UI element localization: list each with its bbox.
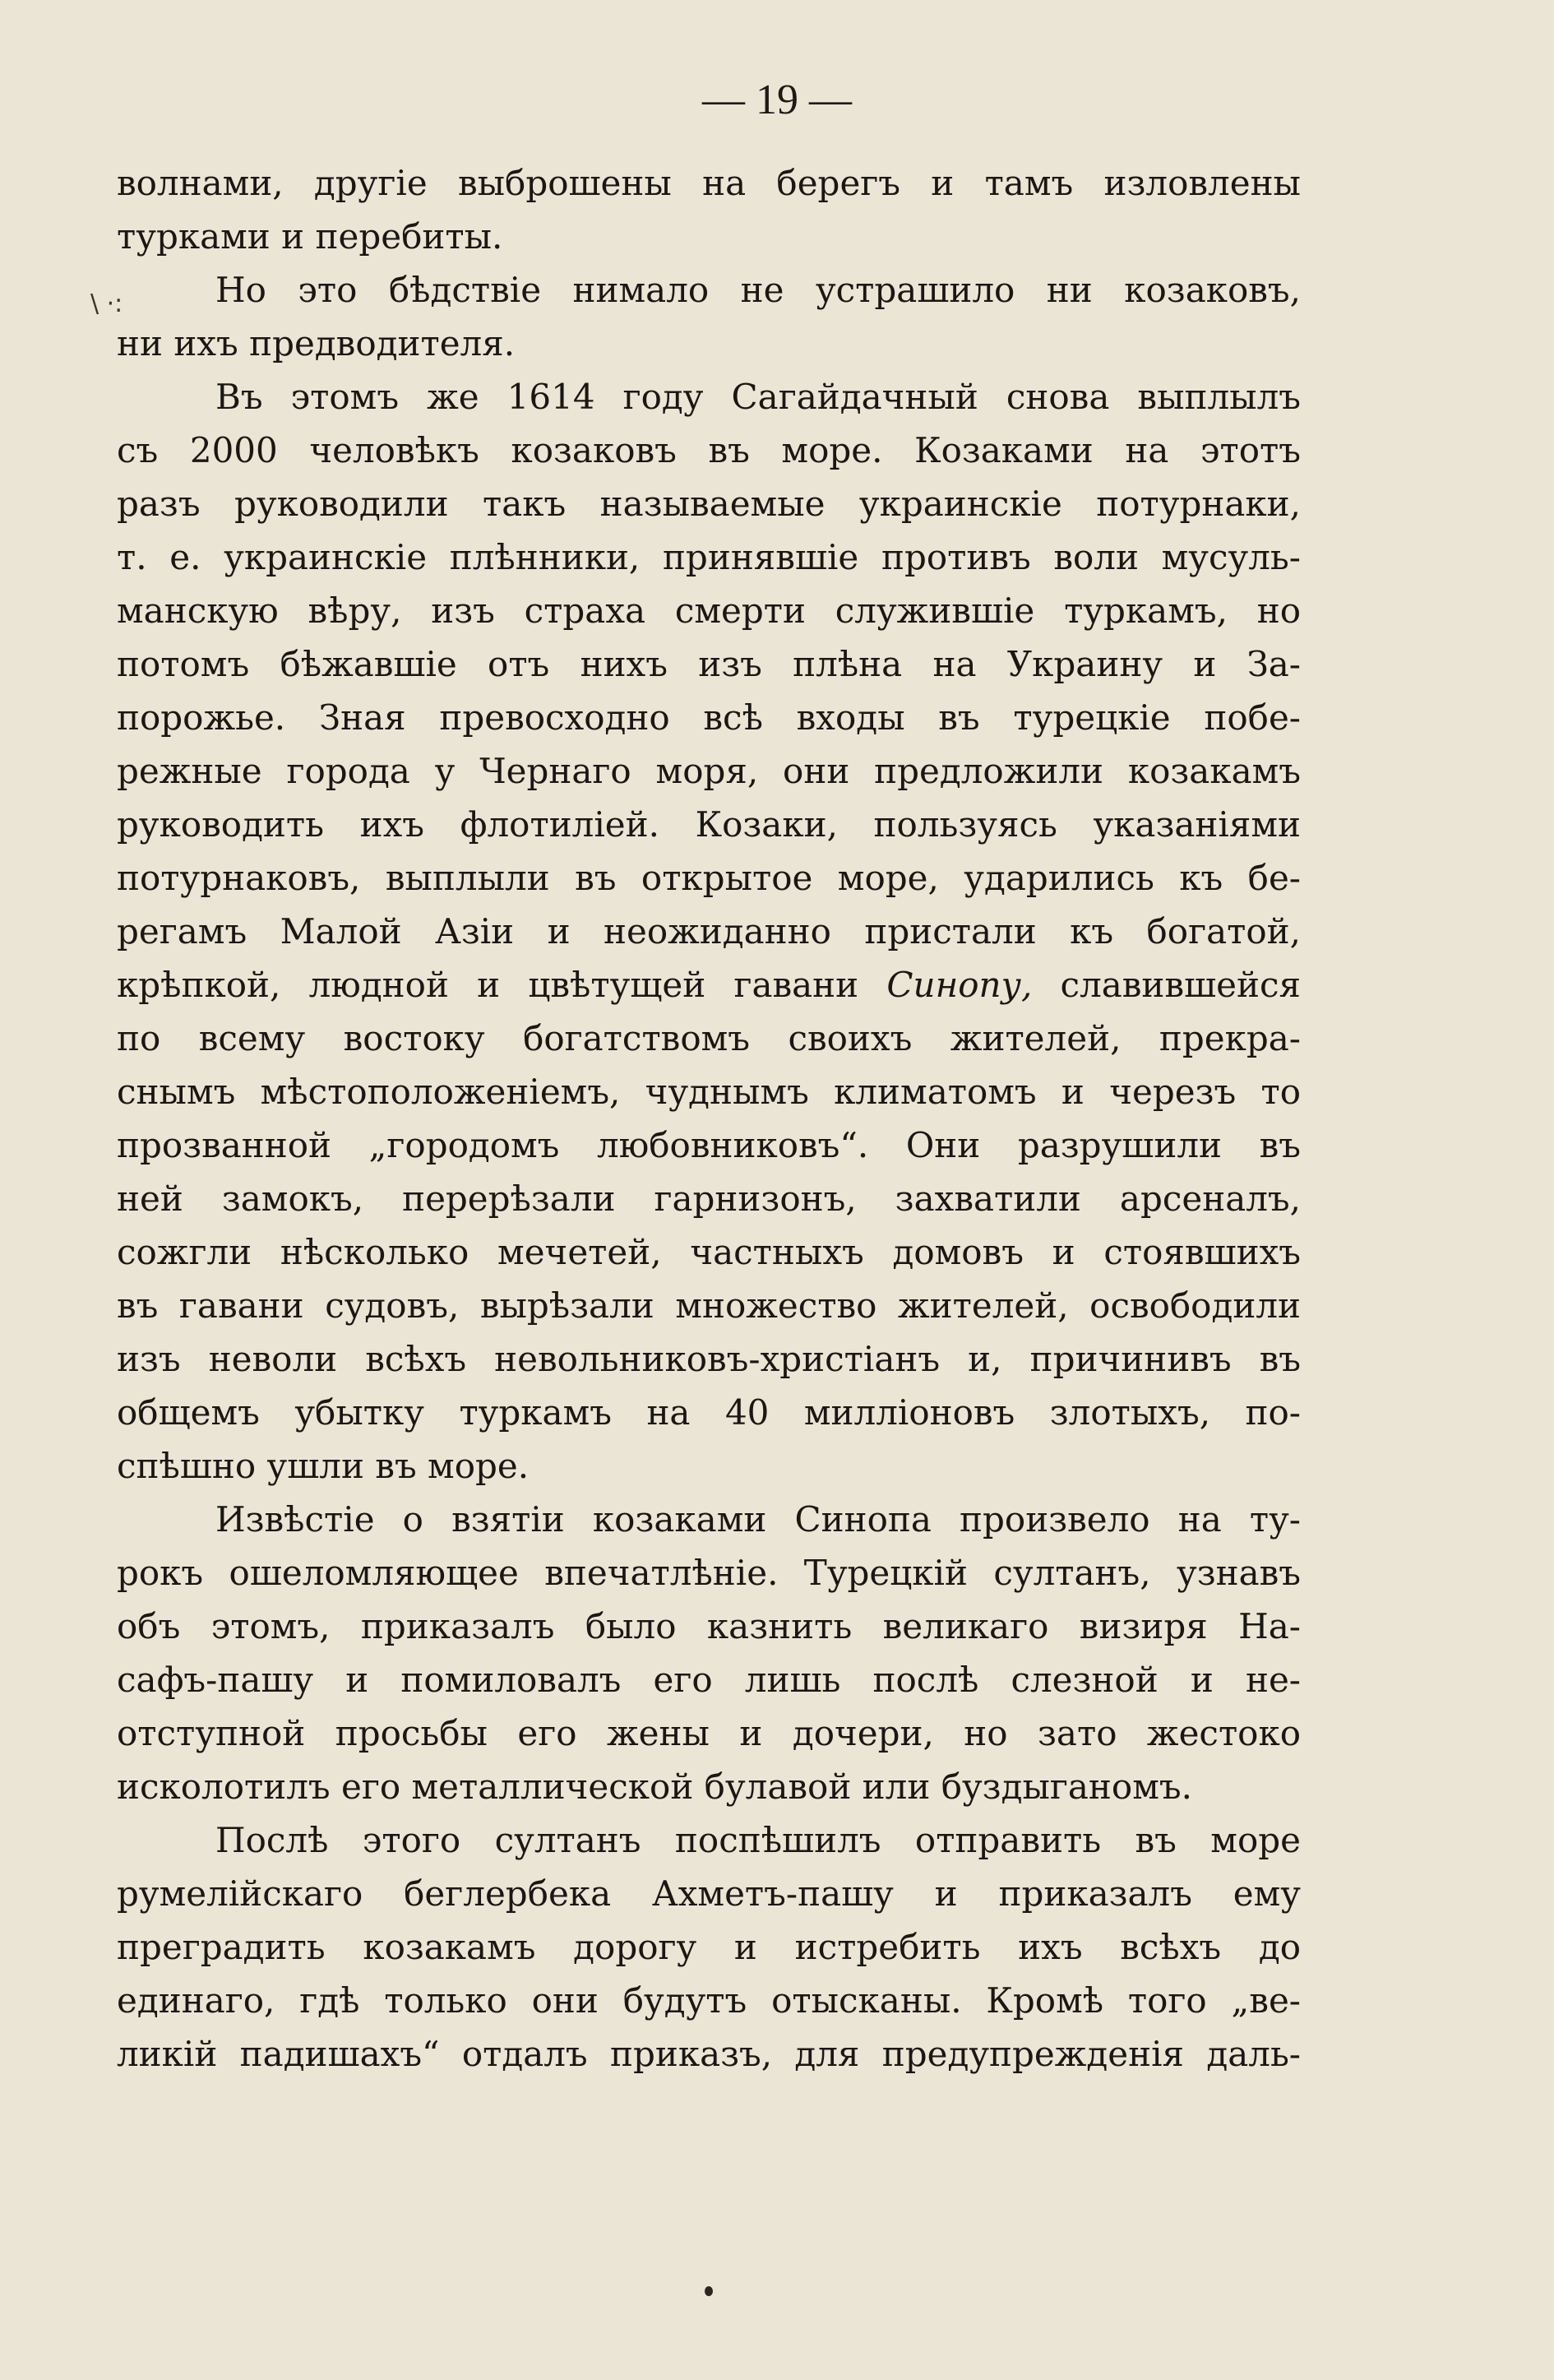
text-line: потурнаковъ, выплыли въ открытое море, ударились къ бе- [117, 858, 1301, 898]
text-line: режные города у Чернаго моря, они предложили козакамъ [117, 751, 1301, 791]
text-line: ней замокъ, перерѣзали гарнизонъ, захватили арсеналъ, [117, 1178, 1301, 1219]
text-line: сожгли нѣсколько мечетей, частныхъ домовъ и стоявшихъ [117, 1232, 1301, 1272]
text-line: преградить козакамъ дорогу и истребить ихъ всѣхъ до [117, 1927, 1301, 1967]
text-line: руководить ихъ флотиліей. Козаки, пользуясь указаніями [117, 804, 1301, 845]
text-line: спѣшно ушли въ море. [117, 1446, 530, 1486]
text-line: объ этомъ, приказалъ было казнить великаго визиря На- [117, 1606, 1301, 1646]
text-line: румелійскаго беглербека Ахметъ-пашу и приказалъ ему [117, 1873, 1301, 1914]
margin-mark: \ ·: [90, 289, 123, 318]
text-line: волнами, другіе выброшены на берегъ и тамъ изловлены [117, 163, 1301, 203]
text-line: въ гавани судовъ, вырѣзали множество жителей, освободили [117, 1285, 1301, 1326]
text-line: Извѣстіе о взятіи козаками Синопа произвело на ту- [215, 1499, 1301, 1540]
text-line: по всему востоку богатствомъ своихъ жителей, прекра- [117, 1018, 1301, 1058]
text-line [117, 958, 1301, 1012]
text-line: ликій падишахъ“ отдалъ приказъ, для предупрежденія даль- [117, 2034, 1301, 2074]
text-line: снымъ мѣстоположеніемъ, чуднымъ климатомъ и черезъ то [117, 1072, 1301, 1112]
ink-dot [705, 2286, 713, 2296]
text-line: манскую вѣру, изъ страха смерти служившіе туркамъ, но [117, 590, 1301, 631]
text-line: изъ неволи всѣхъ невольниковъ-христіанъ и, причинивъ въ [117, 1339, 1301, 1379]
text-line: Но это бѣдствіе нимало не устрашило ни козаковъ, [215, 270, 1301, 310]
text-segment: крѣпкой, людной и цвѣтущей гавани [117, 965, 887, 1005]
paragraph-5 [117, 1813, 1301, 2081]
text-line: потомъ бѣжавшіе отъ нихъ изъ плѣна на Украину и За- [117, 644, 1301, 684]
paragraph-4 [117, 1493, 1301, 1813]
text-line: регамъ Малой Азіи и неожиданно пристали къ богатой, [117, 911, 1301, 952]
text-line: отступной просьбы его жены и дочери, но зато жестоко [117, 1713, 1301, 1753]
text-line: съ 2000 человѣкъ козаковъ въ море. Козаками на этотъ [117, 430, 1301, 470]
text-line: исколотилъ его металлической булавой или буздыганомъ. [117, 1766, 1192, 1807]
text-line: ни ихъ предводителя. [117, 323, 516, 363]
text-line: сафъ-пашу и помиловалъ его лишь послѣ слезной и не- [117, 1660, 1301, 1700]
paragraph-3 [117, 370, 1301, 1493]
text-line: общемъ убытку туркамъ на 40 милліоновъ злотыхъ, по- [117, 1392, 1301, 1433]
text-line: Послѣ этого султанъ поспѣшилъ отправить въ море [215, 1820, 1301, 1860]
paragraph-2 [117, 263, 1301, 370]
text-line: т. е. украинскіе плѣнники, принявшіе противъ воли мусуль- [117, 537, 1301, 577]
text-line: Въ этомъ же 1614 году Сагайдачный снова выплылъ [215, 377, 1301, 417]
page-number: — 19 — [702, 76, 852, 123]
text-line: рокъ ошеломляющее впечатлѣніе. Турецкій султанъ, узнавъ [117, 1553, 1301, 1593]
text-line: разъ руководили такъ называемые украинскіе потурнаки, [117, 484, 1301, 524]
page-body-text [117, 156, 1301, 2081]
italic-place-name: Синопу, [886, 965, 1033, 1005]
paragraph-1 [117, 156, 1301, 263]
text-line: турками и перебиты. [117, 216, 503, 257]
text-line: прозванной „городомъ любовниковъ“. Они разрушили въ [117, 1125, 1301, 1165]
text-line: единаго, гдѣ только они будутъ отысканы. Кромѣ того „ве- [117, 1980, 1301, 2021]
text-segment: славившейся [1032, 965, 1301, 1005]
text-line: порожье. Зная превосходно всѣ входы въ турецкіе побе- [117, 697, 1301, 738]
